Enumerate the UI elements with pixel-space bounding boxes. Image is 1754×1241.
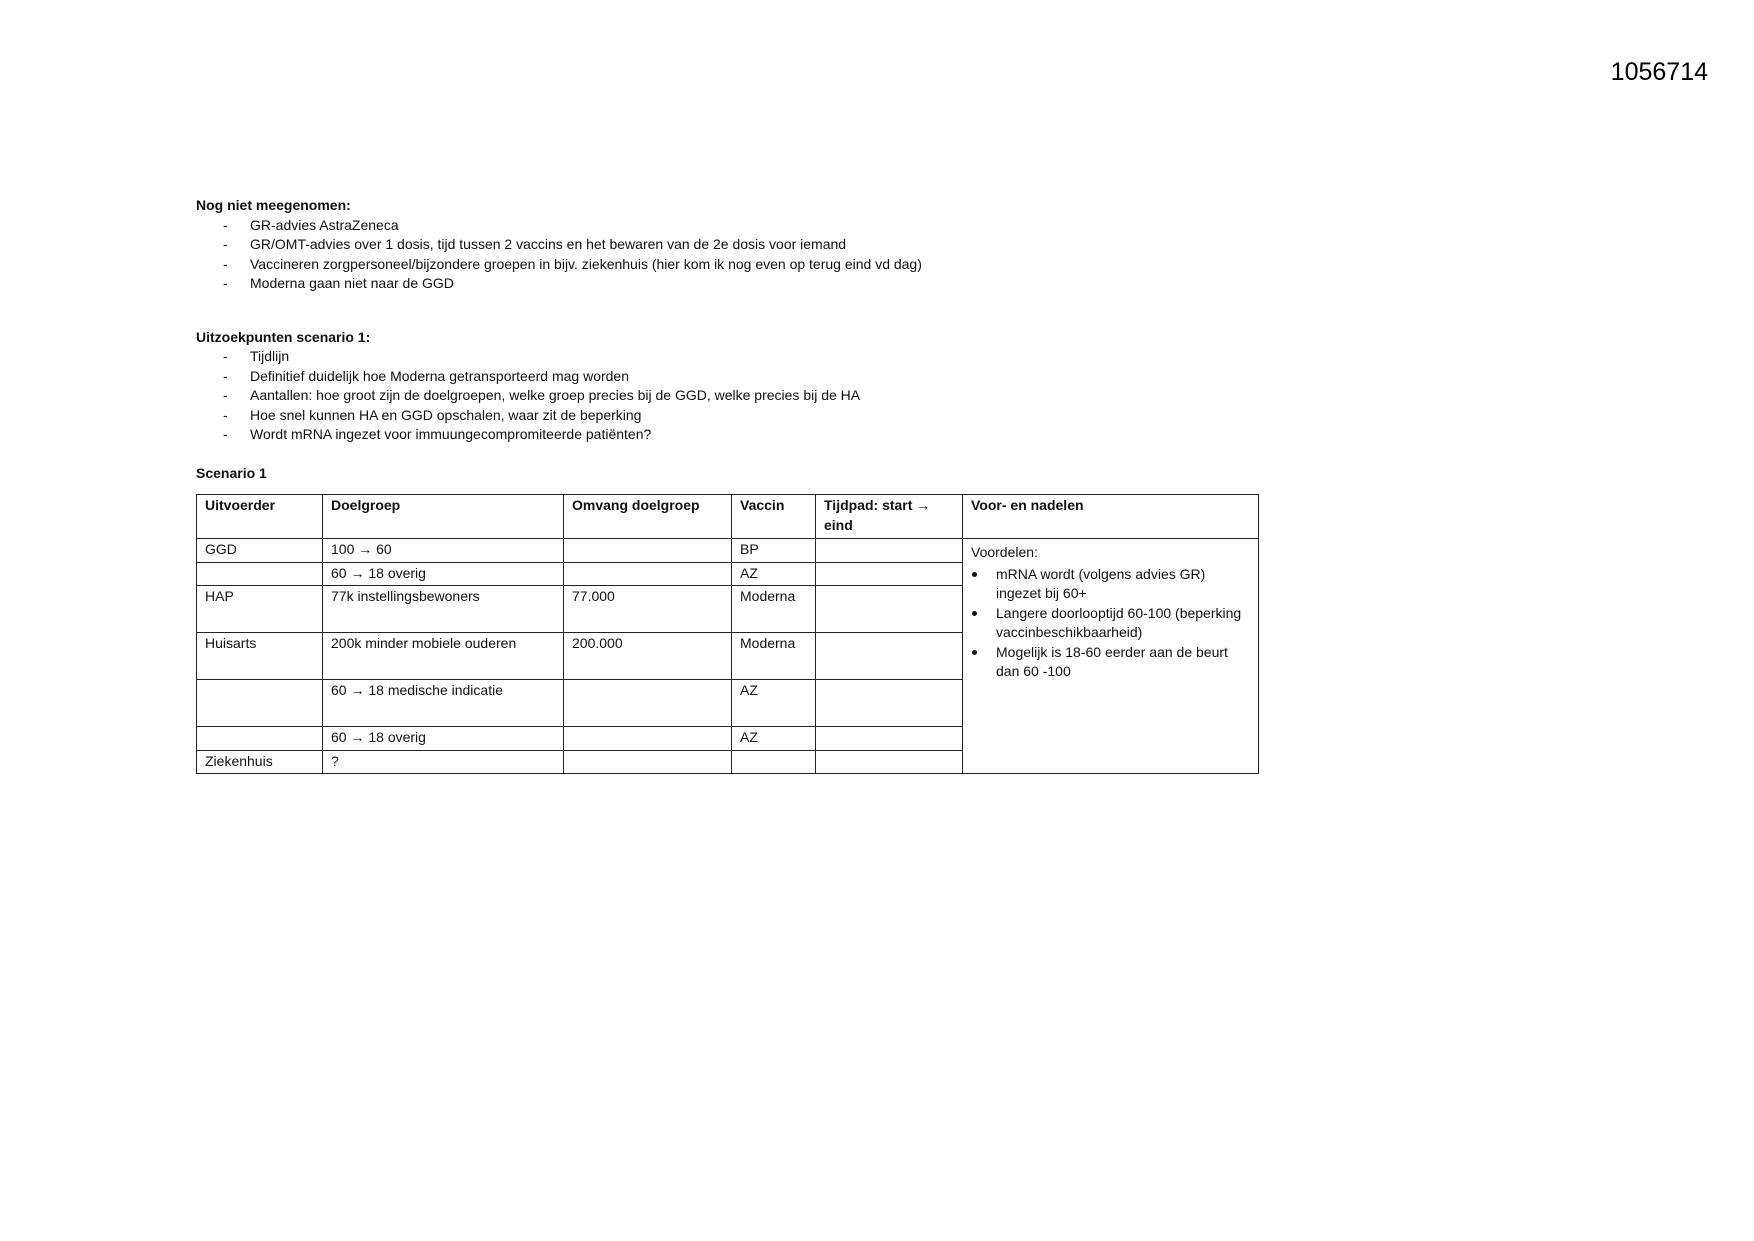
advantages-title: Voordelen: — [971, 544, 1038, 560]
list-item: Langere doorlooptijd 60-100 (beperking vaccinbeschikbaarheid) — [971, 604, 1250, 643]
advantages-list — [971, 565, 1250, 682]
cell-doelgroep: 100 → 60 — [323, 539, 564, 563]
list-item: mRNA wordt (volgens advies GR) ingezet bij 60+ — [971, 565, 1250, 604]
cell-tijdpad — [816, 586, 963, 633]
cell-tijdpad — [816, 680, 963, 727]
list-item: - Aantallen: hoe groot zijn de doelgroepen, welke groep precies bij de GGD, welke precies bij de HA — [196, 386, 1336, 406]
table-row — [197, 539, 1259, 563]
cell-doelgroep: 77k instellingsbewoners — [323, 586, 564, 633]
cell-doelgroep: 200k minder mobiele ouderen — [323, 633, 564, 680]
advantages-cell — [963, 539, 1259, 774]
header-uitvoerder: Uitvoerder — [197, 495, 323, 539]
cell-omvang — [564, 750, 732, 774]
cell-uitvoerder: Ziekenhuis — [197, 750, 323, 774]
cell-uitvoerder — [197, 680, 323, 727]
list-item: - GR-advies AstraZeneca — [196, 216, 1336, 236]
header-vaccin: Vaccin — [732, 495, 816, 539]
section-heading-not-included: Nog niet meegenomen: — [196, 197, 351, 213]
list-item: - Wordt mRNA ingezet voor immuungecompromiteerde patiënten? — [196, 425, 1336, 445]
header-omvang: Omvang doelgroep — [564, 495, 732, 539]
not-included-list — [196, 216, 1336, 294]
cell-uitvoerder — [197, 727, 323, 751]
cell-tijdpad — [816, 727, 963, 751]
cell-omvang: 77.000 — [564, 586, 732, 633]
list-item: - Tijdlijn — [196, 347, 1336, 367]
cell-vaccin: AZ — [732, 680, 816, 727]
cell-vaccin: Moderna — [732, 633, 816, 680]
document-body — [196, 196, 1336, 774]
cell-tijdpad — [816, 539, 963, 563]
header-doelgroep: Doelgroep — [323, 495, 564, 539]
cell-omvang — [564, 727, 732, 751]
cell-omvang — [564, 562, 732, 586]
research-points-section — [196, 328, 1336, 445]
list-item: - Hoe snel kunnen HA en GGD opschalen, waar zit de beperking — [196, 406, 1336, 426]
cell-vaccin — [732, 750, 816, 774]
scenario-table — [196, 494, 1259, 774]
document-number: 1056714 — [1610, 58, 1708, 86]
cell-doelgroep: 60 → 18 overig — [323, 562, 564, 586]
list-item: - GR/OMT-advies over 1 dosis, tijd tussen 2 vaccins en het bewaren van de 2e dosis voor iemand — [196, 235, 1336, 255]
cell-tijdpad — [816, 750, 963, 774]
cell-doelgroep: 60 → 18 overig — [323, 727, 564, 751]
list-item: - Moderna gaan niet naar de GGD — [196, 274, 1336, 294]
header-voor-nadelen: Voor- en nadelen — [963, 495, 1259, 539]
cell-uitvoerder: HAP — [197, 586, 323, 633]
cell-vaccin: Moderna — [732, 586, 816, 633]
cell-tijdpad — [816, 562, 963, 586]
cell-omvang — [564, 680, 732, 727]
cell-vaccin: AZ — [732, 562, 816, 586]
section-heading-research-points: Uitzoekpunten scenario 1: — [196, 328, 371, 345]
list-item: - Vaccineren zorgpersoneel/bijzondere groepen in bijv. ziekenhuis (hier kom ik nog even op terug eind vd dag) — [196, 255, 1336, 275]
cell-doelgroep: ? — [323, 750, 564, 774]
cell-omvang: 200.000 — [564, 633, 732, 680]
list-item: - Definitief duidelijk hoe Moderna getransporteerd mag worden — [196, 367, 1336, 387]
research-points-list — [196, 347, 1336, 445]
list-item: Mogelijk is 18-60 eerder aan de beurt dan 60 -100 — [971, 643, 1250, 682]
cell-uitvoerder — [197, 562, 323, 586]
cell-omvang — [564, 539, 732, 563]
cell-vaccin: AZ — [732, 727, 816, 751]
cell-uitvoerder: GGD — [197, 539, 323, 563]
header-tijdpad: Tijdpad: start → eind — [816, 495, 963, 539]
cell-tijdpad — [816, 633, 963, 680]
section-heading-scenario: Scenario 1 — [196, 464, 267, 481]
table-header-row — [197, 495, 1259, 539]
scenario-section — [196, 464, 1336, 775]
cell-doelgroep: 60 → 18 medische indicatie — [323, 680, 564, 727]
cell-vaccin: BP — [732, 539, 816, 563]
cell-uitvoerder: Huisarts — [197, 633, 323, 680]
